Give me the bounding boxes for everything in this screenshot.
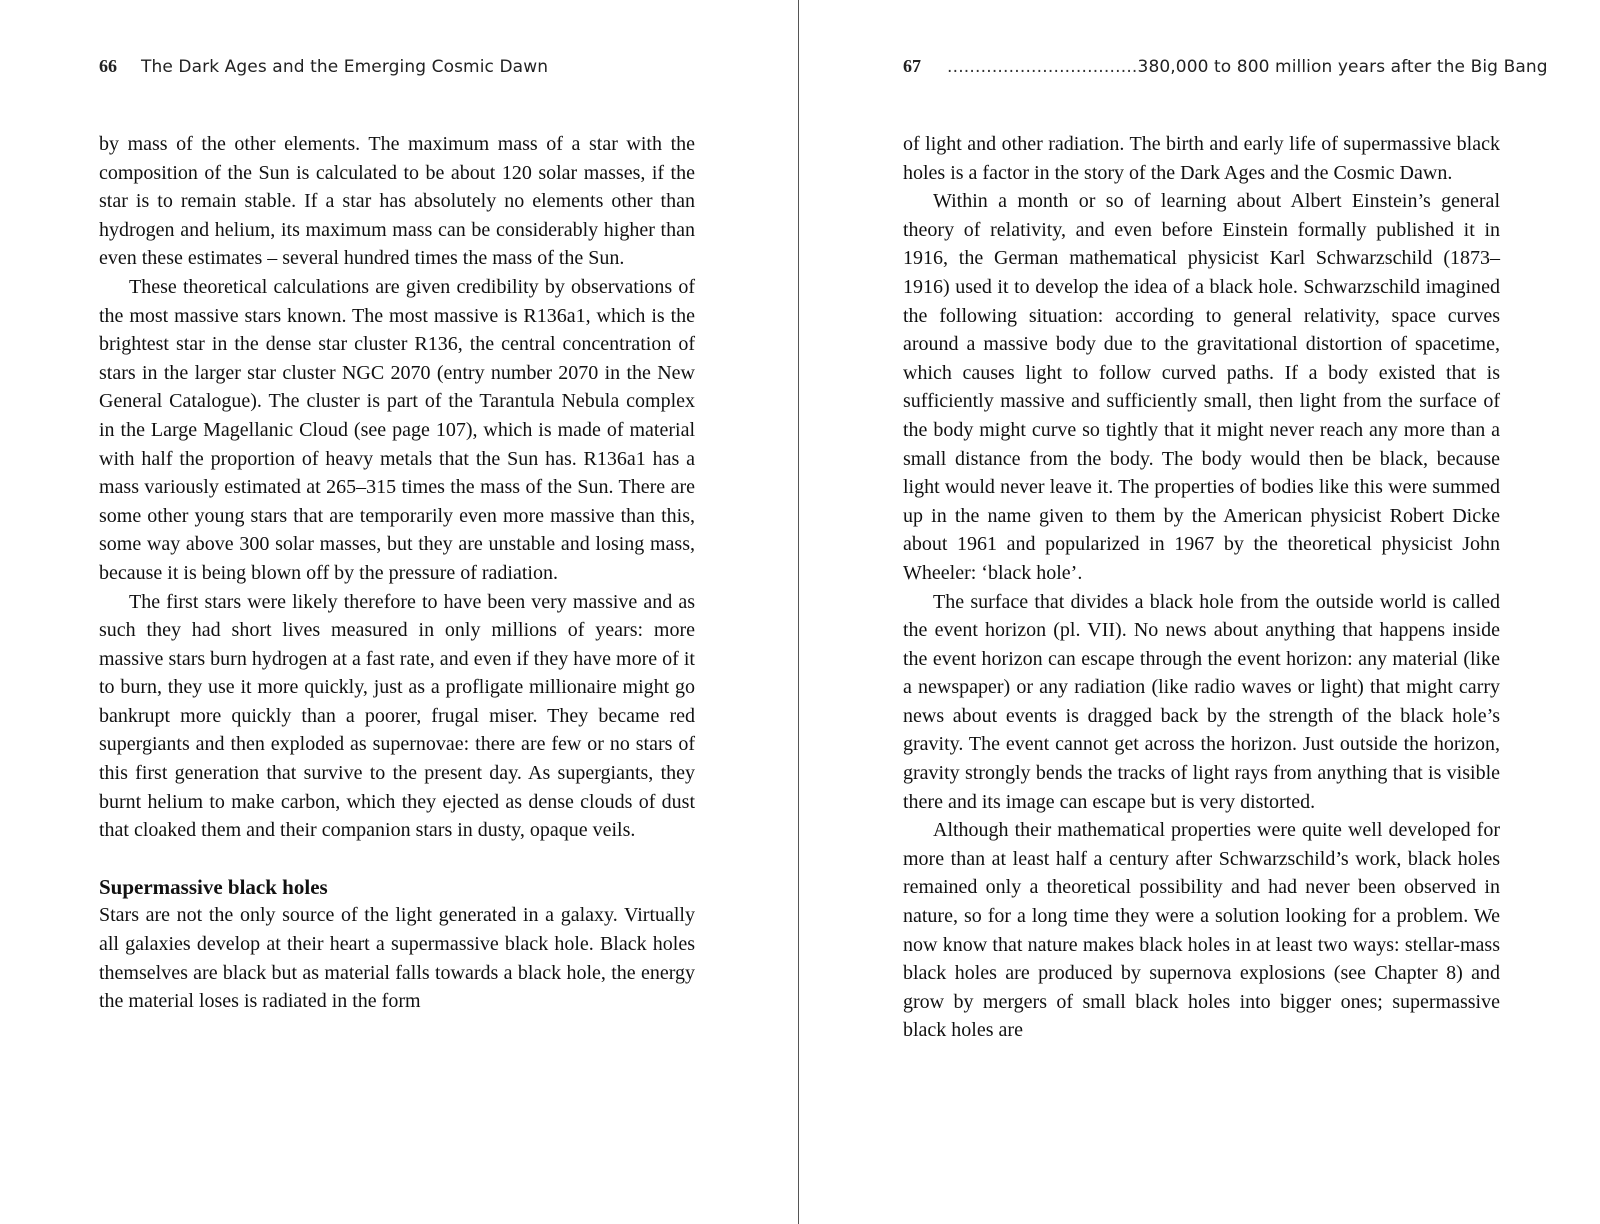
page-number: 67	[903, 56, 921, 76]
paragraph: Within a month or so of learning about Albert Einstein’s general theory of relativity, and even before Einstein formally published it in 1916, the German mathematical physicist Karl Schwarzschild (1873–1916) used it to develop the idea of a black hole. Schwarzschild imagined the following situation: according to general relativity, space curves around a massive body due to the gravitational distortion of spacetime, which causes light to follow curved paths. If a body existed that is sufficiently massive and sufficiently small, then light from the surface of the body might curve so tightly that it might never reach any more than a small distance from the body. The body would then be black, because light would never leave it. The properties of bodies like this were summed up in the name given to them by the American physicist Robert Dicke about 1961 and popularized in 1967 by the theoretical physicist John Wheeler: ‘black hole’.	[903, 190, 1500, 584]
left-page	[99, 0, 695, 1224]
paragraph: by mass of the other elements. The maximum mass of a star with the composition of the Sun is calculated to be about 120 solar masses, if the star is to remain stable. If a star has absolutely no elements other than hydrogen and helium, its maximum mass can be considerably higher than even these estimates – several hundred times the mass of the Sun.	[99, 133, 695, 270]
right-body-text	[903, 130, 1500, 1045]
paragraph: The first stars were likely therefore to have been very massive and as such they had short lives measured in only millions of years: more massive stars burn hydrogen at a fast rate, and even if they have more of it to burn, they use it more quickly, just as a profligate millionaire might go bankrupt more quickly than a poorer, frugal miser. They became red supergiants and then exploded as supernovae: there are few or no stars of this first generation that survive to the present day. As supergiants, they burnt helium to make carbon, which they ejected as dense clouds of dust that cloaked them and their companion stars in dusty, opaque veils.	[99, 590, 695, 842]
section-heading: Supermassive black holes	[99, 874, 328, 899]
running-head-title: 380,000 to 800 million years after the Big Bang	[1137, 57, 1548, 77]
running-head-title: The Dark Ages and the Emerging Cosmic Dawn	[141, 57, 549, 77]
paragraph: of light and other radiation. The birth and early life of supermassive black holes is a factor in the story of the Dark Ages and the Cosmic Dawn.	[903, 133, 1500, 184]
left-running-head	[99, 56, 695, 80]
page-gutter-divider	[798, 0, 799, 1224]
right-page	[903, 0, 1548, 1224]
left-body-text	[99, 130, 695, 1016]
paragraph: Stars are not the only source of the light generated in a galaxy. Virtually all galaxies develop at their heart a supermassive black hole. Black holes themselves are black but as material falls towards a black hole, the energy the material loses is radiated in the form	[99, 904, 695, 1013]
paragraph: Although their mathematical properties were quite well developed for more than at least half a century after Schwarzschild’s work, black holes remained only a theoretical possibility and had never been observed in nature, so for a long time they were a solution looking for a problem. We now know that nature makes black holes in at least two ways: stellar-mass black holes are produced by supernova explosions (see Chapter 8) and grow by mergers of small black holes into bigger ones; supermassive black holes are	[903, 819, 1500, 1042]
leader-dots: ..................................	[947, 57, 1138, 77]
paragraph: The surface that divides a black hole from the outside world is called the event horizon (pl. VII). No news about anything that happens inside the event horizon can escape through the event horizon: any material (like a newspaper) or any radiation (like radio waves or light) that might carry news about events is dragged back by the strength of the black hole’s gravity. The event cannot get across the horizon. Just outside the horizon, gravity strongly bends the tracks of light rays from anything that is visible there and its image can escape but is very distorted.	[903, 590, 1500, 813]
right-running-head	[903, 56, 1548, 80]
paragraph: These theoretical calculations are given credibility by observations of the most massive stars known. The most massive is R136a1, which is the brightest star in the dense star cluster R136, the central concentration of stars in the larger star cluster NGC 2070 (entry number 2070 in the New General Catalogue). The cluster is part of the Tarantula Nebula complex in the Large Magellanic Cloud (see page 107), which is made of material with half the proportion of heavy metals that the Sun has. R136a1 has a mass variously estimated at 265–315 times the mass of the Sun. There are some other young stars that are temporarily even more massive than this, some way above 300 solar masses, but they are unstable and losing mass, because it is being blown off by the pressure of radiation.	[99, 275, 695, 584]
page-number: 66	[99, 56, 117, 76]
